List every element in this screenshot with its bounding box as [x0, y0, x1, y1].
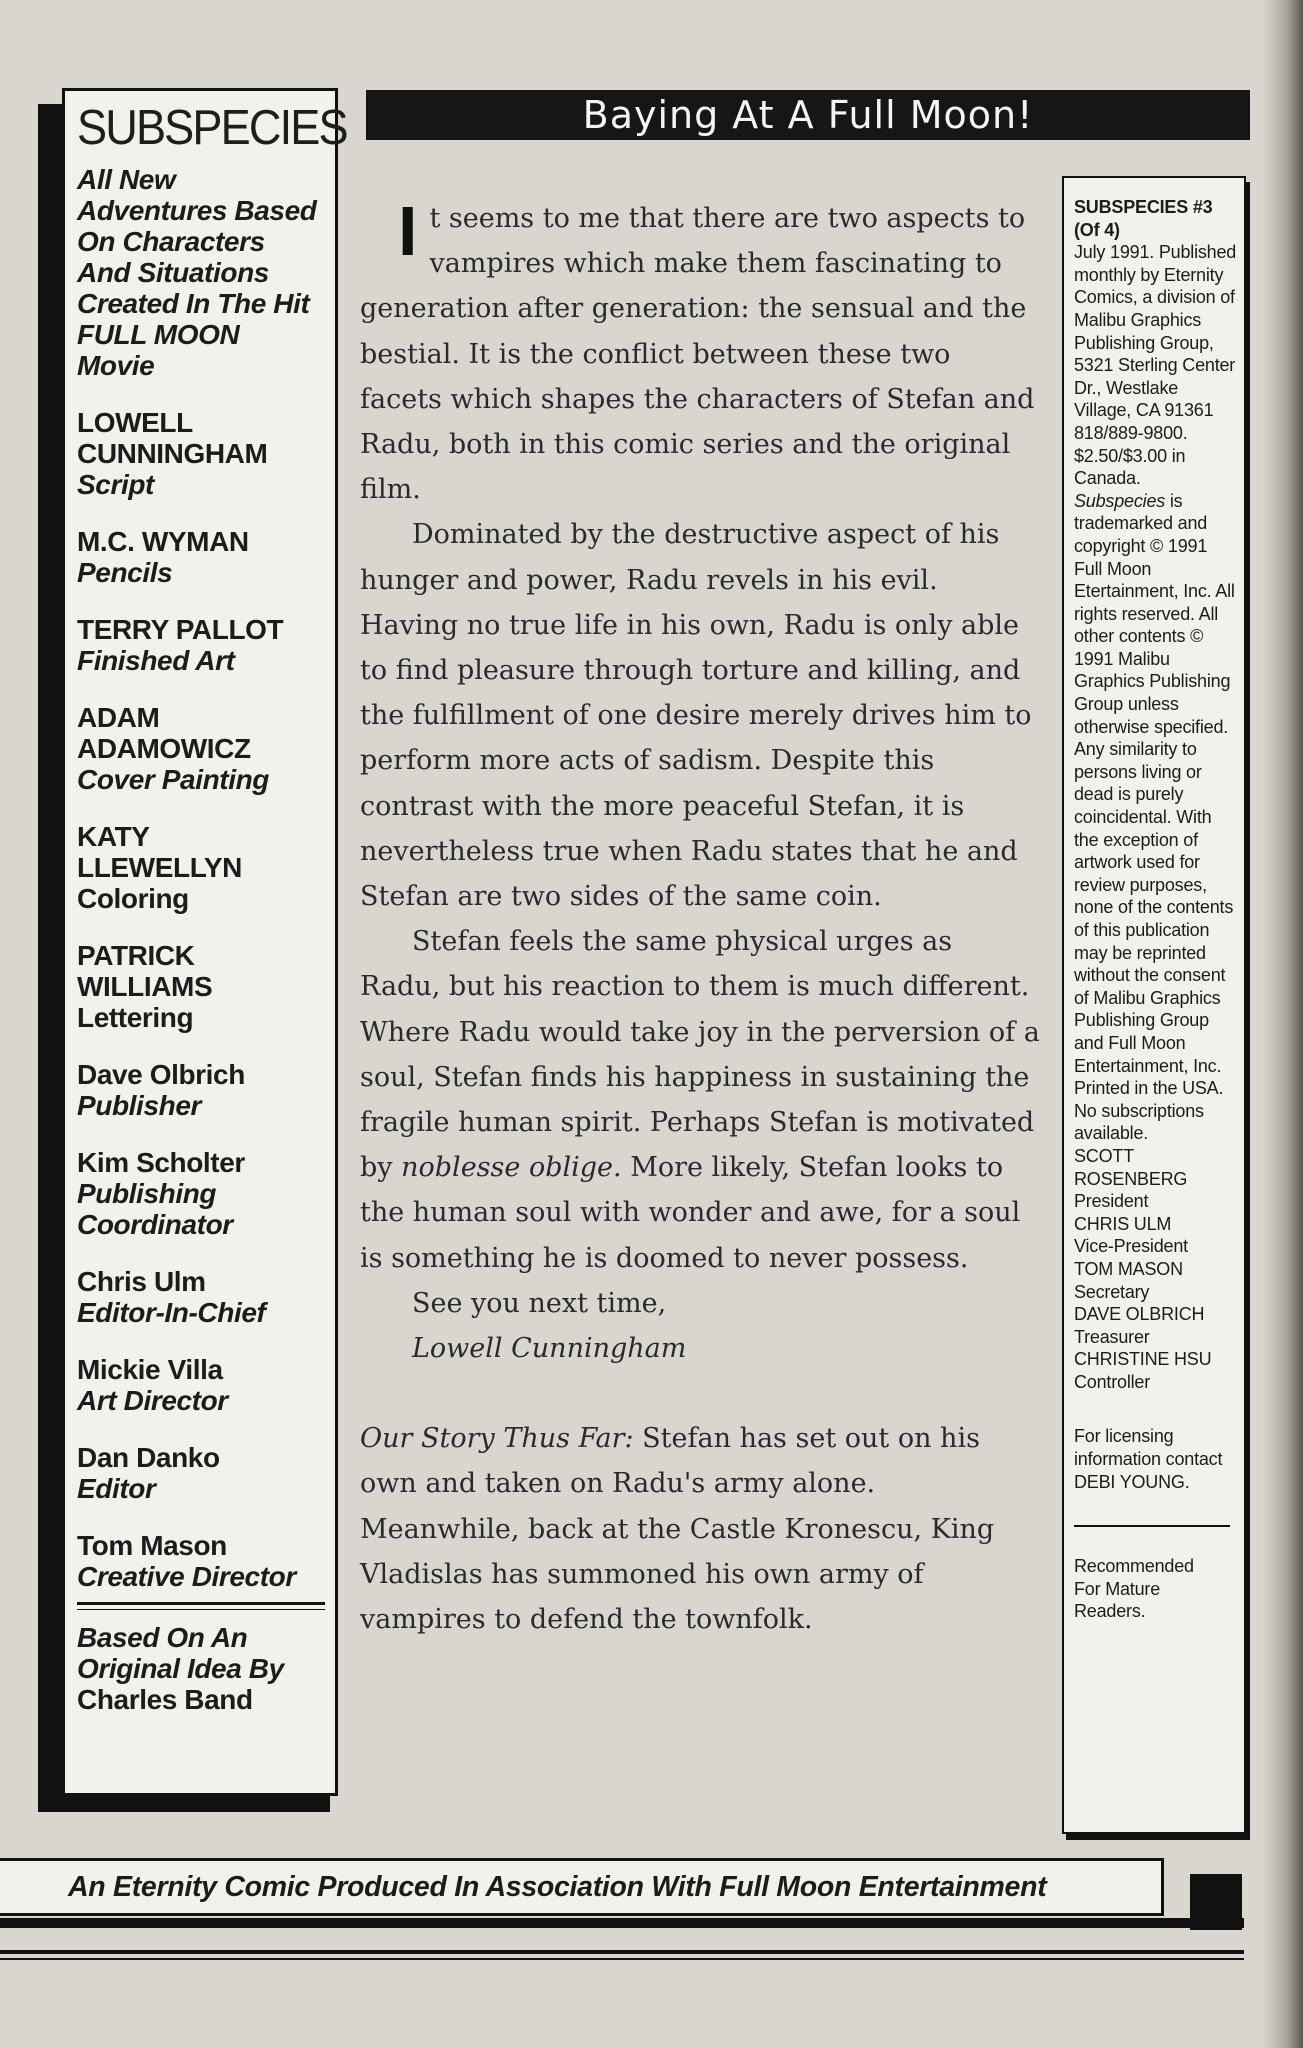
paragraph-text: Stefan feels the same physical urges as Radu, but his reaction to them is much different. Where Radu would take joy in the perversion of a soul, Stefan finds his happiness in sustaining the fragile human spirit. Perhaps Stefan is motivated by: [360, 926, 1040, 1184]
staff-line: CHRIS ULM: [1074, 1213, 1172, 1234]
article-paragraph: [360, 192, 1040, 512]
based-on-credit: [77, 1622, 325, 1715]
credit-role: Coordinator: [77, 1209, 233, 1241]
issue-number: [1074, 196, 1238, 241]
staff-line: TOM MASON: [1074, 1258, 1183, 1279]
story-text: Stefan has set out on his own and taken on Radu's army alone. Meanwhile, back at the Castle Kronescu, King Vladislas has summoned his own army of vampires to defend the townfolk.: [360, 1423, 995, 1636]
indicia-divider: [1074, 1525, 1230, 1527]
staff-line: CHRISTINE HSU: [1074, 1349, 1212, 1370]
series-intro: [77, 164, 325, 381]
licensing-contact: [1074, 1425, 1238, 1493]
signature: Lowell Cunningham: [412, 1333, 687, 1365]
credit-entry: [77, 1442, 325, 1504]
credit-name: ADAM: [77, 702, 160, 734]
signoff: See you next time,: [412, 1287, 667, 1319]
article-header-bar: [366, 90, 1250, 140]
trademark-info: [1074, 490, 1238, 1145]
staff-line: President: [1074, 1191, 1149, 1212]
staff-line: Vice-President: [1074, 1236, 1188, 1257]
credit-name: LOWELL: [77, 407, 193, 439]
credit-entry: [77, 1354, 325, 1416]
intro-line: Created In The Hit: [77, 288, 310, 320]
credit-role: Publishing: [77, 1178, 217, 1210]
based-on-line: Original Idea By: [77, 1653, 284, 1685]
intro-line: All New: [77, 164, 176, 196]
credit-name: M.C. WYMAN: [77, 526, 249, 558]
credit-role: Creative Director: [77, 1561, 296, 1593]
editorial-column: [360, 192, 1040, 1642]
article-heading: Baying At A Full Moon!: [582, 93, 1034, 137]
staff-list: [1074, 1145, 1238, 1394]
credit-role: Lettering: [77, 1002, 194, 1034]
story-summary: [360, 1416, 1040, 1642]
issue-line: SUBSPECIES #3: [1074, 197, 1213, 217]
trademark-text: is trademarked and copyright © 1991 Full Moon Etertainment, Inc. All rights reserved. All other contents © 1991 Malibu Graphics Publishing Group unless otherwise specified. Any similarity to persons living or dead is purely coincidental. With the exception of artwork used for review purposes, none of the contents of this publication may be reprinted without the consent of Malibu Graphics Publishing Group and Full Moon Entertainment, Inc. Printed in the USA. No subscriptions available.: [1074, 490, 1235, 1144]
footer-rule: [0, 1950, 1244, 1954]
article-paragraph: [360, 919, 1040, 1281]
mature-readers-notice: [1074, 1555, 1238, 1623]
credit-role: Art Director: [77, 1385, 228, 1417]
footer-rule: [0, 1918, 1244, 1928]
credit-name: PATRICK: [77, 940, 195, 972]
trademark-title: Subspecies: [1074, 490, 1166, 511]
paragraph-text: t seems to me that there are two aspects to vampires which make them fascinating to generation after generation: the sensual and the bestial. It is the conflict between these two facets which shapes the characters of Stefan and Radu, both in this comic series and the original film.: [360, 203, 1035, 506]
credit-entry: [77, 821, 325, 914]
staff-line: Treasurer: [1074, 1326, 1150, 1347]
credit-role: Finished Art: [77, 645, 235, 677]
credit-entry: [77, 407, 325, 500]
credit-entry: [77, 940, 325, 1033]
staff-line: Secretary: [1074, 1281, 1150, 1302]
based-on-line: Charles Band: [77, 1684, 253, 1716]
footer-text: An Eternity Comic Produced In Association With Full Moon Entertainment: [68, 1871, 1047, 1903]
credit-name: Dave Olbrich: [77, 1059, 245, 1091]
credit-name: Mickie Villa: [77, 1354, 223, 1386]
intro-line: Movie: [77, 350, 155, 382]
credit-entry: [77, 614, 325, 676]
footer-banner: [0, 1858, 1164, 1916]
credit-name: Chris Ulm: [77, 1266, 206, 1298]
intro-line: And Situations: [77, 257, 269, 289]
credit-name: CUNNINGHAM: [77, 438, 268, 470]
intro-line: FULL MOON: [77, 319, 240, 351]
intro-line: Adventures Based: [77, 195, 317, 227]
series-title: SUBSPECIES: [77, 101, 347, 155]
indicia-box: [1062, 176, 1246, 1834]
credit-role: Pencils: [77, 557, 173, 589]
based-on-line: Based On An: [77, 1622, 248, 1654]
staff-line: Controller: [1074, 1371, 1151, 1392]
article-paragraph: Dominated by the destructive aspect of his hunger and power, Radu revels in his evil. Having no true life in his own, Radu is only able to find pleasure through torture and killing, and the fulfillment of one desire merely drives him to perform more acts of sadism. Despite this contrast with the more peaceful Stefan, it is nevertheless true when Radu states that he and Stefan are two sides of the same coin.: [360, 519, 1032, 913]
staff-line: DAVE OLBRICH: [1074, 1304, 1205, 1325]
credit-role: Coloring: [77, 883, 189, 915]
credit-entry: [77, 1059, 325, 1121]
credit-role: Cover Painting: [77, 764, 269, 796]
credit-entry: [77, 1147, 325, 1240]
story-label: Our Story Thus Far:: [360, 1423, 634, 1455]
publication-info: July 1991. Published monthly by Eternity Comics, a division of Malibu Graphics Publishing Group, 5321 Sterling Center Dr., Westlake Village, CA 91361 818/889-9800. $2.50/$3.00 in Canada.: [1074, 242, 1237, 489]
credits-divider: [77, 1602, 325, 1610]
credits-box: [62, 88, 347, 1796]
credit-entry: [77, 1530, 325, 1592]
credit-entry: [77, 702, 325, 795]
drop-cap: I: [398, 192, 418, 270]
credit-name: Dan Danko: [77, 1442, 220, 1474]
mature-line: For Mature: [1074, 1578, 1161, 1599]
staff-line: ROSENBERG: [1074, 1168, 1188, 1189]
credit-name: LLEWELLYN: [77, 852, 242, 884]
credit-role: Editor: [77, 1473, 156, 1505]
credit-name: Kim Scholter: [77, 1147, 245, 1179]
credit-name: WILLIAMS: [77, 971, 213, 1003]
credit-entry: [77, 526, 325, 588]
credit-name: TERRY PALLOT: [77, 614, 284, 646]
credit-role: Editor-In-Chief: [77, 1297, 266, 1329]
italic-phrase: noblesse oblige.: [401, 1152, 622, 1184]
page-binding-edge: [1263, 0, 1303, 2048]
issue-line: (Of 4): [1074, 219, 1120, 240]
footer-rule: [0, 1958, 1244, 1960]
intro-line: On Characters: [77, 226, 265, 258]
credit-entry: [77, 1266, 325, 1328]
credit-role: Script: [77, 469, 154, 501]
paragraph-text: More likely, Stefan looks to the human soul with wonder and awe, for a soul is something he is doomed to never possess.: [360, 1152, 1021, 1274]
credit-name: Tom Mason: [77, 1530, 227, 1562]
mature-line: Recommended: [1074, 1556, 1194, 1577]
licensing-line: information contact: [1074, 1449, 1223, 1470]
credit-role: Publisher: [77, 1090, 201, 1122]
credit-name: ADAMOWICZ: [77, 733, 251, 765]
licensing-line: DEBI YOUNG.: [1074, 1471, 1190, 1492]
credit-name: KATY: [77, 821, 150, 853]
mature-line: Readers.: [1074, 1601, 1146, 1622]
licensing-line: For licensing: [1074, 1426, 1174, 1447]
staff-line: SCOTT: [1074, 1145, 1134, 1166]
